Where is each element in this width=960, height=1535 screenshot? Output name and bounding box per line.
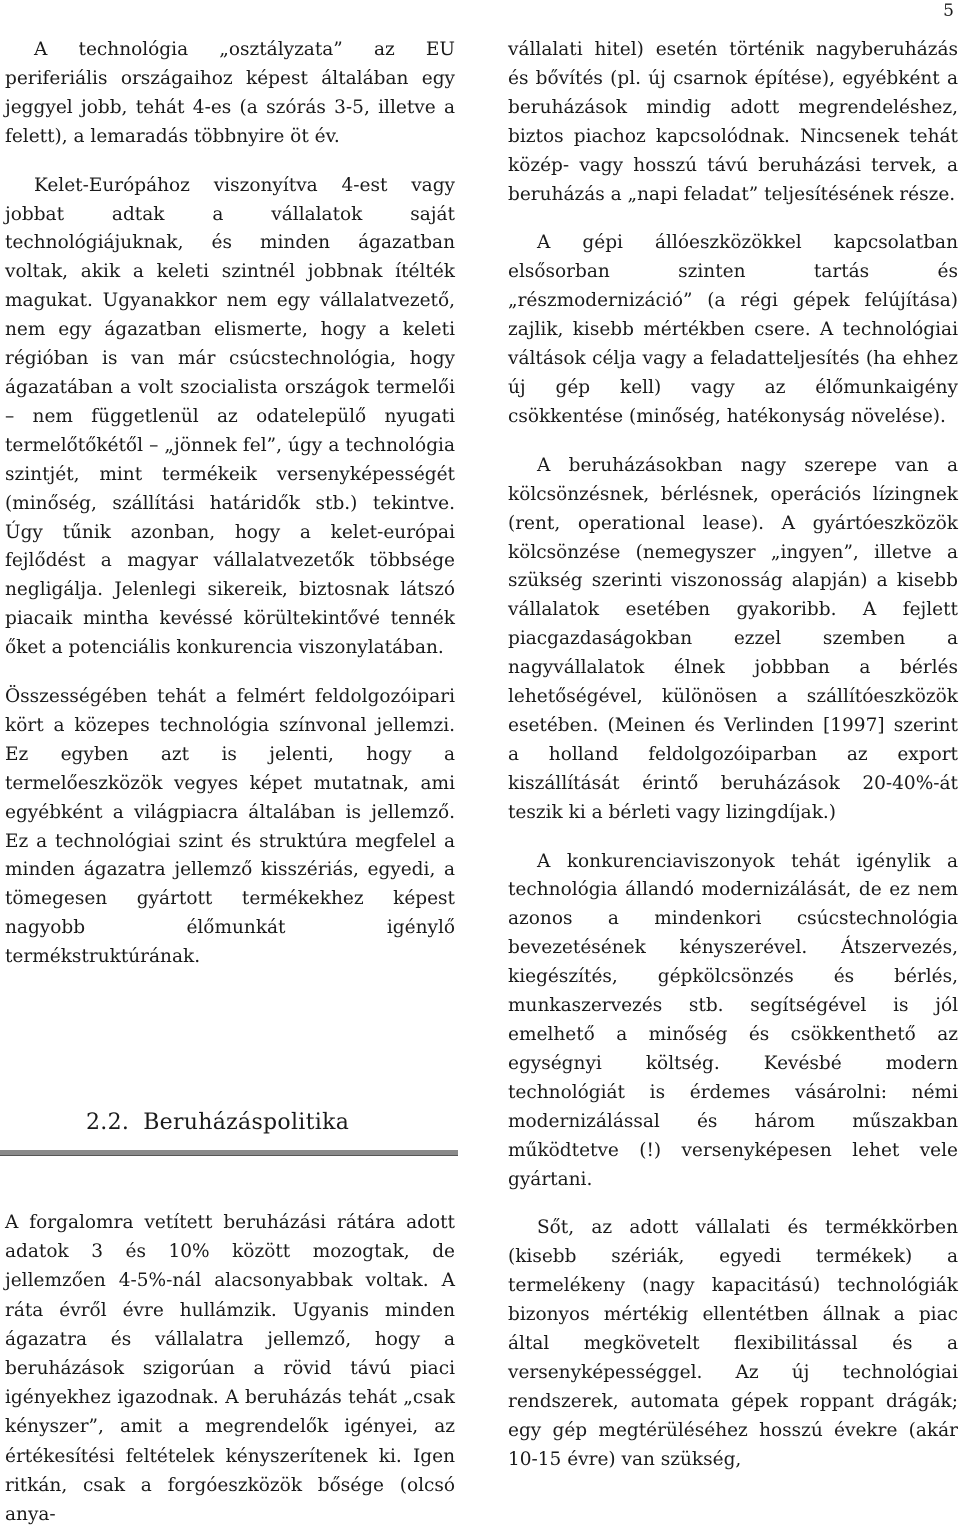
left-column — [5, 36, 455, 972]
section-title-text: Beruházáspolitika — [143, 1110, 350, 1135]
paragraph: A beruházásokban nagy szerepe van a kölcsönzésnek, bérlésnek, operációs lízingnek (rent, operational lease). A gyártóeszközök kölcsönzése (nemegyszer „ingyen”, illetve a szükség szerinti viszonosság alapján) a kisebb vállalatok esetében gyakoribb. A fejlett piacgazdaságokban ezzel szemben a nagyvállalatok élnek jobbban a bérlés lehetőségével, különösen a szállítóeszközök esetében. (Meinen és Verlinden [1997] szerint a holland feldolgozóiparban az export kiszállítását érintő beruházások 20-40%-át teszik ki a bérleti vagy lizingdíjak.) — [508, 454, 958, 823]
paragraph: Sőt, az adott vállalati és termékkörben (kisebb szériák, egyedi termékek) a termelékeny (nagy kapacitású) technológiák bizonyos mértékig ellentétben állnak a piac által megkövetelt flexibilitással és a versenyképességgel. Az új technológiai rendszerek, automata gépek roppant drágák; egy gép megtérüléséhez hosszú évekre (akár 10-15 évre) van szükség, — [508, 1217, 958, 1470]
right-column — [508, 36, 958, 1475]
section-heading — [0, 1098, 458, 1158]
left-column-continued — [5, 1208, 455, 1529]
paragraph: Összességében tehát a felmért feldolgozóipari kört a közepes technológia színvonal jellemzi. Ez egyben azt is jelenti, hogy a termelőeszközök vegyes képet mutatnak, ami egyébként a világpiacra általában is jellemző. Ez a technológiai szint és struktúra megfelel a minden ágazatra jellemző kisszériás, egyedi, a tömegesen gyártott termékekhez képest nagyobb élőmunkát igénylő termékstruktúrának. — [5, 686, 455, 968]
paragraph: A forgalomra vetített beruházási rátára adott adatok 3 és 10% között mozogtak, de jellemzően 4-5%-nál alacsonyabbak voltak. A ráta évről évre hullámzik. Ugyanis minden ágazatra és vállalatra jellemző, hogy a beruházások szigorúan a rövid távú piaci igényekhez igazodnak. A beruházás tehát „csak kényszer”, amit a megrendelők igényei, az értékesítési feltételek kényszerítenek ki. Igen ritkán, csak a forgóeszközök bősége (olcsó anya- — [5, 1212, 455, 1526]
section-number: 2.2. — [86, 1110, 130, 1135]
page-number: 5 — [943, 1, 954, 21]
paragraph: vállalati hitel) esetén történik nagyberuházás és bővítés (pl. új csarnok építése), egyébként a beruházások mindig adott megrendeléshez, biztos piachoz kapcsolódnak. Nincsenek tehát közép- vagy hosszú távú beruházási tervek, a beruházás a „napi feladat” teljesítésének része. — [508, 39, 958, 205]
section-rule — [0, 1150, 458, 1156]
paragraph: A konkurenciaviszonyok tehát igénylik a technológia állandó modernizálását, de ez nem azonos a mindenkori csúcstechnológia bevezetésének kényszerével. Átszervezés, kiegészítés, gépkölcsönzés és bérlés, munkaszervezés stb. segítségével is jól emelhető a minőség és csökkenthető az egységnyi költség. Kevésbé modern technológiát is érdemes vásárolni: némi modernizálással és három műszakban működtetve (!) versenyképesen lehet vele gyártani. — [508, 850, 958, 1190]
paragraph: A gépi állóeszközökkel kapcsolatban elsősorban szinten tartás és „részmodernizáció” (a régi gépek felújítása) zajlik, kisebb mértékben csere. A technológiai váltások célja vagy a feladatteljesítés (ha ehhez új gép kell) vagy az élőmunkaigény csökkentése (minőség, hatékonyság növelése). — [508, 232, 958, 427]
paragraph: Kelet-Európához viszonyítva 4-est vagy jobbat adtak a vállalatok saját technológiájuknak, és minden ágazatban voltak, akik a keleti szintnél jobbnak ítélték magukat. Ugyanakkor nem egy vállalatvezető, nem egy ágazatban elismerte, hogy a keleti régióban is van már csúcstechnológia, hogy ágazatában a volt szocialista országok termelői – nem függetlenül az odatelepülő nyugati termelőtőkétől – „jönnek fel”, úgy a technológia szintjét, mint termékeik versenyképességét (minőség, szállítási határidők stb.) tekintve. Úgy tűnik azonban, hogy a kelet-európai fejlődést a magyar vállalatvezetők többsége negligálja. Jelenlegi sikereik, biztosnak látszó piacaik mintha kevéssé körültekintővé tennék őket a potenciális konkurencia viszonylatában. — [5, 174, 455, 659]
section-title — [86, 1108, 349, 1138]
paragraph: A technológia „osztályzata” az EU periferiális országaihoz képest általában egy jeggyel jobb, tehát 4-es (a szórás 3-5, illetve a felett), a lemaradás többnyire öt év. — [5, 39, 455, 147]
